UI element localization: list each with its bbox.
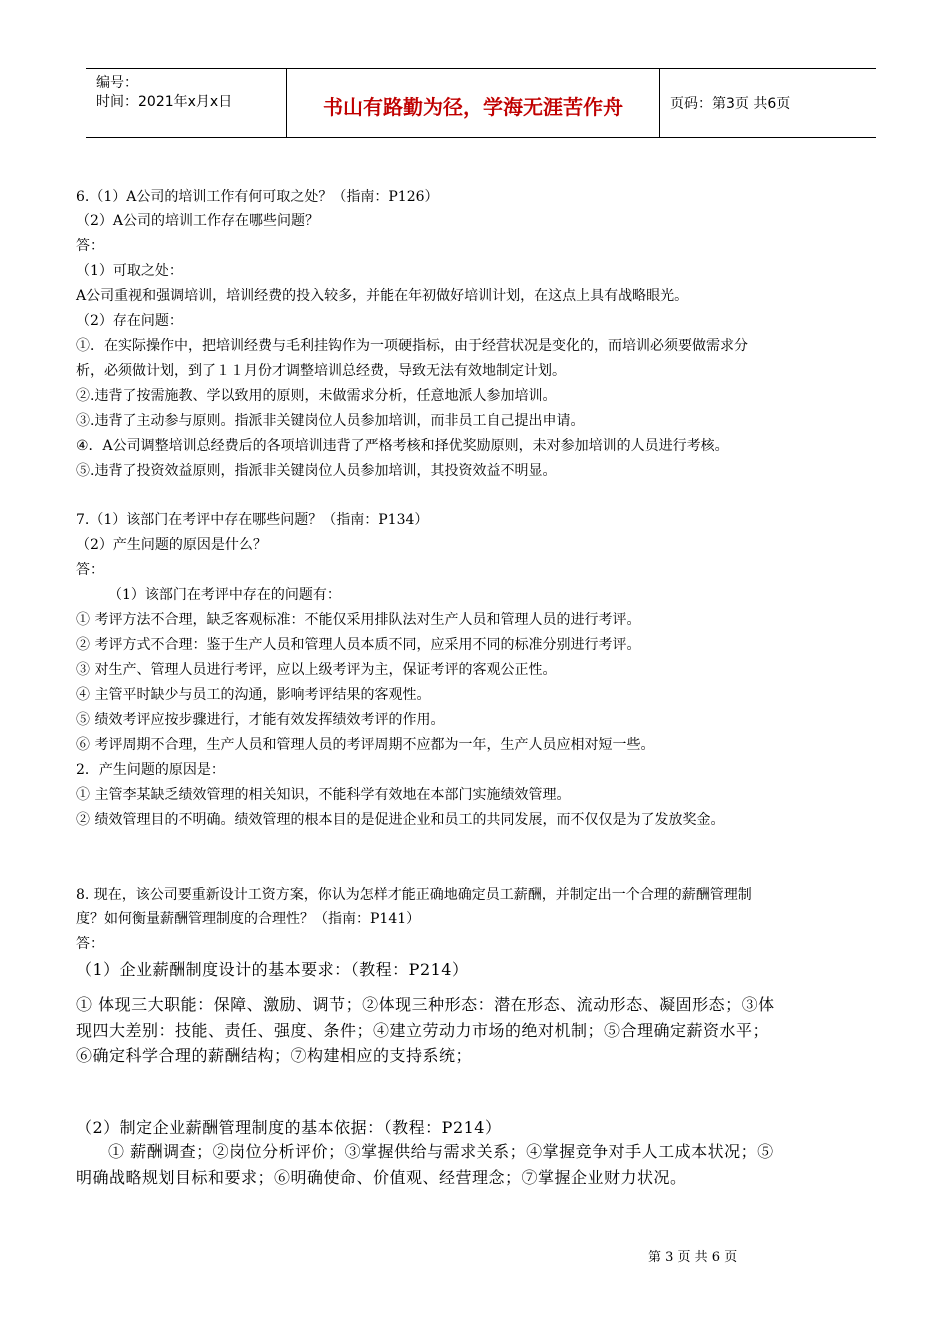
text-line: 答： xyxy=(76,238,104,254)
text-line: （1）企业薪酬制度设计的基本要求：（教程：P214） xyxy=(76,960,469,979)
text-line: ⑤.违背了投资效益原则，指派非关键岗位人员参加培训，其投资效益不明显。 xyxy=(76,463,557,479)
text-line: 度？如何衡量薪酬管理制度的合理性？（指南：P141） xyxy=(76,911,421,927)
text-line: ⑥ 考评周期不合理，生产人员和管理人员的考评周期不应都为一年，生产人员应相对短一些。 xyxy=(76,737,655,753)
text-line: 8. 现在，该公司要重新设计工资方案，你认为怎样才能正确地确定员工薪酬，并制定出一个合理的薪酬管理制 xyxy=(76,887,752,903)
text-line: （1）该部门在考评中存在的问题有： xyxy=(108,587,341,603)
text-line: ① 体现三大职能：保障、激励、调节；②体现三种形态：潜在形态、流动形态、凝固形态；③体 xyxy=(76,995,775,1014)
text-line: ① 主管李某缺乏绩效管理的相关知识，不能科学有效地在本部门实施绩效管理。 xyxy=(76,787,571,803)
text-line: 6.（1）A公司的培训工作有何可取之处？（指南：P126） xyxy=(76,189,439,205)
text-line: （2）产生问题的原因是什么？ xyxy=(76,537,267,553)
text-line: ② 考评方式不合理：鉴于生产人员和管理人员本质不同，应采用不同的标准分别进行考评。 xyxy=(76,637,641,653)
text-line: ④．A公司调整培训总经费后的各项培训违背了严格考核和择优奖励原则，未对参加培训的人员进行考核。 xyxy=(76,438,729,454)
text-line: ③ 对生产、管理人员进行考评，应以上级考评为主，保证考评的客观公正性。 xyxy=(76,662,557,678)
text-line: 7.（1）该部门在考评中存在哪些问题？（指南：P134） xyxy=(76,512,429,528)
text-line: ④ 主管平时缺少与员工的沟通，影响考评结果的客观性。 xyxy=(76,687,431,703)
text-line: ① 考评方法不合理，缺乏客观标准：不能仅采用排队法对生产人员和管理人员的进行考评。 xyxy=(76,612,641,628)
text-line: 析，必须做计划，到了１１月份才调整培训总经费，导致无法有效地制定计划。 xyxy=(76,363,566,379)
page-footer: 第 3 页 共 6 页 xyxy=(648,1250,738,1265)
text-line: 明确战略规划目标和要求；⑥明确使命、价值观、经营理念；⑦掌握企业财力状况。 xyxy=(76,1168,687,1187)
text-line: （1）可取之处： xyxy=(76,263,183,279)
header-motto: 书山有路勤为径，学海无涯苦作舟 xyxy=(323,95,623,119)
text-line: ② 绩效管理目的不明确。绩效管理的根本目的是促进企业和员工的共同发展，而不仅仅是为了发放奖金。 xyxy=(76,812,725,828)
text-line: （2）A公司的培训工作存在哪些问题？ xyxy=(76,213,320,229)
header-page-cell xyxy=(660,69,876,137)
text-line: 答： xyxy=(76,562,104,578)
page-header xyxy=(86,68,876,138)
header-meta xyxy=(86,69,287,137)
text-line: ③.违背了主动参与原则。指派非关键岗位人员参加培训，而非员工自己提出申请。 xyxy=(76,413,585,429)
text-line: ①．在实际操作中，把培训经费与毛利挂钩作为一项硬指标，由于经营状况是变化的，而培训必须要做需求分 xyxy=(76,338,748,354)
text-line: （2）制定企业薪酬管理制度的基本依据：（教程：P214） xyxy=(76,1118,502,1137)
text-line: ⑥确定科学合理的薪酬结构；⑦构建相应的支持系统； xyxy=(76,1046,473,1065)
text-line: 2．产生问题的原因是： xyxy=(76,762,225,778)
text-line: 现四大差别：技能、责任、强度、条件；④建立劳动力市场的绝对机制；⑤合理确定薪资水平； xyxy=(76,1021,770,1040)
text-line: A公司重视和强调培训，培训经费的投入较多，并能在年初做好培训计划，在这点上具有战略眼光。 xyxy=(76,288,689,304)
text-line: ① 薪酬调查；②岗位分析评价；③掌握供给与需求关系；④掌握竞争对手人工成本状况；⑤ xyxy=(108,1142,774,1161)
header-motto-cell xyxy=(287,69,660,137)
text-line: 答： xyxy=(76,936,104,952)
header-page-number: 页码：第3页 共6页 xyxy=(670,96,791,112)
text-line: ⑤ 绩效考评应按步骤进行，才能有效发挥绩效考评的作用。 xyxy=(76,712,445,728)
document-number-label: 编号： xyxy=(96,75,138,91)
text-line: （2）存在问题： xyxy=(76,313,183,329)
text-line: ②.违背了按需施教、学以致用的原则，未做需求分析，任意地派人参加培训。 xyxy=(76,388,557,404)
document-time-label: 时间：2021年x月x日 xyxy=(96,94,233,110)
